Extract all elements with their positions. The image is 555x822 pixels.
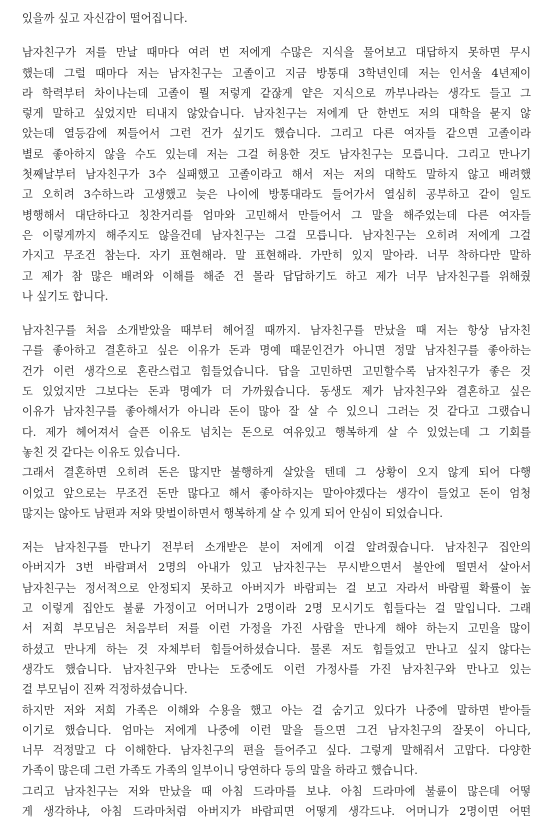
text-line: 구를 좋아하고 결혼하고 싶은 이유가 돈과 명예 때문인건가 아니면 정말 남자친구를 좋아하는 <box>22 344 531 358</box>
text-line: 별로 좋아하지 않을 수도 있는데 저는 그걸 허용한 것도 남자친구는 모릅니다. 그리고 만나기 <box>22 147 531 161</box>
text-line: 다. 제가 헤어져서 슬픈 이유도 넘치는 돈으로 여유있고 행복하게 살 수 있었는데 그 기회를 <box>22 425 531 439</box>
text-line: 그리고 남자친구는 저와 만났을 때 아침 드라마를 보냐. 아침 드라마에 불륜이 많은데 어떻 <box>22 784 531 798</box>
text-line: 하지만 저와 저희 가족은 이해와 수용을 했고 아는 걸 숨기고 있다가 나중에 말하면 받아들 <box>22 703 531 717</box>
paragraph <box>22 43 531 307</box>
text-line: 서 저희 부모님은 처음부터 저를 이런 가정을 가진 사람을 만나게 해야 하는지 고민을 많이 <box>22 622 531 636</box>
text-line: 았는데 열등감에 찌들어서 그런 건가 싶기도 했습니다. 그리고 다른 여자들 같으면 고졸이라 <box>22 127 531 141</box>
text-line: 라 학력부터 차이나는데 고졸이 뭘 저렇게 같잖게 얕은 지식으로 까부나라는 생각도 들고 그 <box>22 86 531 100</box>
text-line: 첫째날부터 남자친구가 3수 실패했고 고졸이라고 해서 저는 저의 대학도 말하지 않고 배려했 <box>22 168 531 182</box>
paragraph-gap <box>22 307 531 321</box>
text-line: 많지는 않아도 남편과 저와 맞벌이하면서 행복하게 살 수 있게 되어 안심이 되었습니다. <box>22 506 443 520</box>
text-line: 고 오히려 3수하느라 고생했고 늦은 나이에 방통대라도 들어가서 열심히 공부하고 같이 일도 <box>22 188 531 202</box>
text-line: 고 제가 참 많은 배려와 이해를 해준 건 몰라 답답하기도 하고 제가 너무 남자친구를 위해줬 <box>22 269 531 283</box>
text-line: 생각도 했습니다. 남자친구와 만나는 도중에도 이런 가정사를 가진 남자친구와 만나고 있는 <box>22 662 531 676</box>
text-line: 이었고 앞으로는 무조건 돈만 많다고 해서 좋아하지는 말아야겠다는 생각이 들었고 돈이 엄청 <box>22 486 531 500</box>
text-line: 이기로 했습니다. 엄마는 저에게 나중에 이런 말을 들으면 그건 남자친구의 잘못이 아니다, <box>22 723 531 737</box>
text-line: 도 있었지만 그보다는 돈과 명예가 더 가까웠습니다. 동생도 제가 남자친구와 결혼하고 싶은 <box>22 385 531 399</box>
text-line: 가지고 무조건 참는다. 자기 표현해라. 말 표현해라. 가만히 있지 말아라. 너무 착하다만 말하 <box>22 249 531 263</box>
text-line: 은 이렇게까지 해주지도 않을건데 남자친구는 그걸 모릅니다. 남자친구는 오히려 저에게 그걸 <box>22 228 531 242</box>
text-line: 걸 부모님이 진짜 걱정하셨습니다. <box>22 683 188 697</box>
text-line: 너무 걱정말고 다 이해한다. 남자친구의 편을 들어주고 싶다. 그렇게 말해줘서 고맙다. 다양한 <box>22 744 531 758</box>
document-page <box>22 9 531 822</box>
text-line: 렇게 말하고 싶었지만 티내지 않았습니다. 남자친구는 저에게 단 한번도 저의 대학을 묻지 않 <box>22 107 531 121</box>
text-line: 병행해서 대단하다고 칭찬거리를 엄마와 고민해서 만들어서 그 말을 해주었는데 다른 여자들 <box>22 208 531 222</box>
text-line: 하셨고 만나게 하는 것 자체부터 힘들어하셨습니다. 물론 저도 힘들었고 만나고 싶지 않다는 <box>22 642 531 656</box>
text-line: 이유가 남자친구를 좋아해서가 아니라 돈이 많아 잘 살 수 있으니 그러는 것 같다고 그랬습니 <box>22 405 531 419</box>
text-line: 고 이렇게 집안도 불륜 가정이고 어머니가 2명이라 2명 모시기도 힘들다는 걸 말입니다. 그래 <box>22 602 531 616</box>
text-line: 했는데 그럴 때마다 저는 남자친구는 고졸이고 지금 방통대 3학년인데 저는 인서울 4년제이 <box>22 66 531 80</box>
paragraph-gap <box>22 29 531 43</box>
paragraph-gap <box>22 524 531 538</box>
text-line: 가족이 많은데 그런 가족도 가족의 일부이니 당연하다 등의 말을 하라고 했습니다. <box>22 764 418 778</box>
text-line: 있을까 싶고 자신감이 떨어집니다. <box>22 12 188 25</box>
text-line: 아버지가 3번 바람펴서 2명의 아내가 있고 남자친구는 무시받으면서 불안에 떨면서 살아서 <box>22 561 531 575</box>
paragraph <box>22 538 531 822</box>
text-line: 남자친구를 처음 소개받았을 때부터 헤어질 때까지. 남자친구를 만났을 때 저는 항상 남자친 <box>22 324 531 338</box>
text-line: 게 생각하냐, 아침 드라마처럼 아버지가 바람피면 어떻게 생각드냐. 어머니가 2명이면 어떤 <box>22 804 531 818</box>
text-line: 그래서 결혼하면 오히려 돈은 많지만 불행하게 살았을 텐데 그 상황이 오지 않게 되어 다행 <box>22 466 531 480</box>
paragraph <box>22 321 531 524</box>
text-line: 남자친구는 정서적으로 안정되지 못하고 아버지가 바람피는 걸 보고 자라서 바람필 확률이 높 <box>22 581 531 595</box>
text-line: 남자친구가 저를 만날 때마다 여러 번 저에게 수많은 지식을 물어보고 대답하지 못하면 무시 <box>22 46 531 60</box>
text-line: 건가 이런 생각으로 혼란스럽고 힘들었습니다. 답을 고민하면 고민할수록 남자친구가 좋은 것 <box>22 364 531 378</box>
text-line: 나 싶기도 합니다. <box>22 289 109 303</box>
text-line: 놓친 것 같다는 이유도 있습니다. <box>22 445 181 459</box>
paragraph <box>22 9 531 29</box>
text-line: 저는 남자친구를 만나기 전부터 소개받은 분이 저에게 이걸 알려줬습니다. 남자친구 집안의 <box>22 541 531 555</box>
